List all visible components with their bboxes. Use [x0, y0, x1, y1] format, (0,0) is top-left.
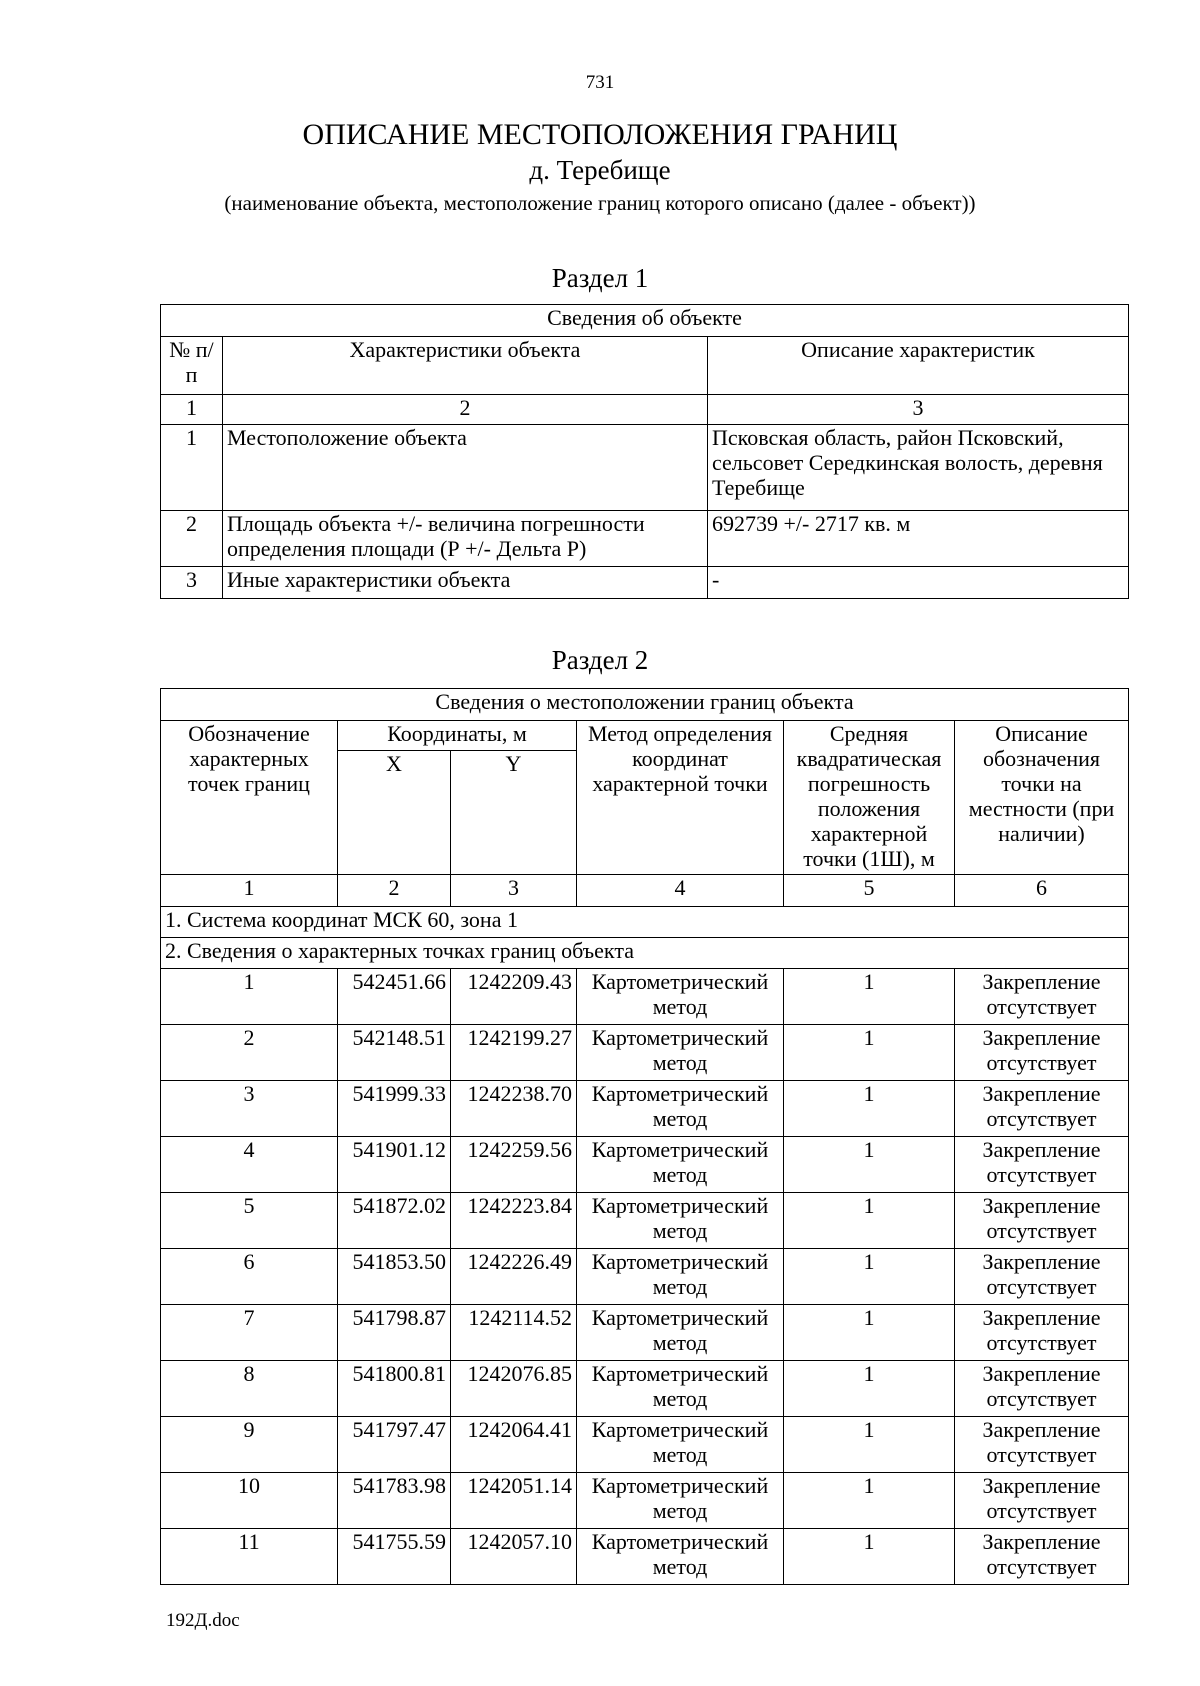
characteristic-value: 692739 +/- 2717 кв. м	[708, 511, 1129, 567]
header-x: X	[338, 751, 451, 875]
file-name-footer: 192Д.doc	[166, 1610, 240, 1631]
method: Картометрический метод	[577, 1025, 784, 1081]
header-number: № п/п	[161, 337, 223, 395]
point-description: Закрепление отсутствует	[955, 1193, 1129, 1249]
table-row	[161, 1473, 1129, 1529]
table-row	[161, 1025, 1129, 1081]
document-title: ОПИСАНИЕ МЕСТОПОЛОЖЕНИЯ ГРАНИЦ	[302, 118, 898, 151]
characteristic-value: -	[708, 567, 1129, 599]
method: Картометрический метод	[577, 1361, 784, 1417]
error: 1	[784, 1137, 955, 1193]
coord-y: 1242051.14	[451, 1473, 577, 1529]
coord-x: 541755.59	[338, 1529, 451, 1585]
column-number: 6	[955, 875, 1129, 907]
object-info-table-title: Сведения об объекте	[161, 305, 1129, 337]
characteristic-value: Псковская область, район Псковский, сельсовет Середкинская волость, деревня Теребище	[708, 425, 1129, 511]
point-description: Закрепление отсутствует	[955, 1305, 1129, 1361]
table-row	[161, 1081, 1129, 1137]
point-label: 4	[161, 1137, 338, 1193]
table-row	[161, 1529, 1129, 1585]
coord-x: 541853.50	[338, 1249, 451, 1305]
method: Картометрический метод	[577, 969, 784, 1025]
error: 1	[784, 1305, 955, 1361]
section-2-title: Раздел 2	[551, 645, 649, 675]
characteristic-name: Площадь объекта +/- величина погрешности определения площади (Р +/- Дельта Р)	[223, 511, 708, 567]
point-label: 2	[161, 1025, 338, 1081]
point-description: Закрепление отсутствует	[955, 1025, 1129, 1081]
column-number: 1	[161, 875, 338, 907]
table-row	[161, 1361, 1129, 1417]
characteristic-name: Местоположение объекта	[223, 425, 708, 511]
header-y: Y	[451, 751, 577, 875]
point-description: Закрепление отсутствует	[955, 1529, 1129, 1585]
coord-x: 541783.98	[338, 1473, 451, 1529]
point-description: Закрепление отсутствует	[955, 1081, 1129, 1137]
point-label: 3	[161, 1081, 338, 1137]
column-number: 4	[577, 875, 784, 907]
method: Картометрический метод	[577, 1473, 784, 1529]
point-description: Закрепление отсутствует	[955, 1417, 1129, 1473]
coord-y: 1242259.56	[451, 1137, 577, 1193]
coord-x: 541872.02	[338, 1193, 451, 1249]
boundary-points-table	[160, 688, 1129, 1585]
table-row	[161, 511, 1129, 567]
point-label: 7	[161, 1305, 338, 1361]
method: Картометрический метод	[577, 1137, 784, 1193]
row-number: 2	[161, 511, 223, 567]
object-caption: (наименование объекта, местоположение границ которого описано (далее - объект))	[224, 191, 976, 215]
table-row	[161, 1249, 1129, 1305]
method: Картометрический метод	[577, 1305, 784, 1361]
object-name: д. Теребище	[529, 155, 671, 185]
method: Картометрический метод	[577, 1081, 784, 1137]
point-label: 5	[161, 1193, 338, 1249]
row-number: 1	[161, 425, 223, 511]
header-point-description: Описание обозначения точки на местности (при наличии)	[955, 721, 1129, 875]
coord-y: 1242238.70	[451, 1081, 577, 1137]
point-description: Закрепление отсутствует	[955, 1137, 1129, 1193]
point-label: 10	[161, 1473, 338, 1529]
error: 1	[784, 1529, 955, 1585]
coord-x: 541901.12	[338, 1137, 451, 1193]
characteristic-name: Иные характеристики объекта	[223, 567, 708, 599]
column-number: 2	[223, 395, 708, 425]
coord-x: 541999.33	[338, 1081, 451, 1137]
error: 1	[784, 969, 955, 1025]
header-description: Описание характеристик	[708, 337, 1129, 395]
table-row	[161, 1193, 1129, 1249]
point-label: 6	[161, 1249, 338, 1305]
error: 1	[784, 1081, 955, 1137]
header-point: Обозначение характерных точек границ	[161, 721, 338, 875]
point-label: 11	[161, 1529, 338, 1585]
table-row	[161, 567, 1129, 599]
method: Картометрический метод	[577, 1193, 784, 1249]
table-row	[161, 425, 1129, 511]
error: 1	[784, 1193, 955, 1249]
table-row	[161, 1417, 1129, 1473]
error: 1	[784, 1249, 955, 1305]
point-description: Закрепление отсутствует	[955, 1249, 1129, 1305]
coord-y: 1242226.49	[451, 1249, 577, 1305]
point-label: 8	[161, 1361, 338, 1417]
coord-y: 1242199.27	[451, 1025, 577, 1081]
point-description: Закрепление отсутствует	[955, 1361, 1129, 1417]
column-number: 3	[708, 395, 1129, 425]
column-number: 1	[161, 395, 223, 425]
coord-x: 542148.51	[338, 1025, 451, 1081]
error: 1	[784, 1473, 955, 1529]
column-number: 2	[338, 875, 451, 907]
header-coordinates: Координаты, м	[338, 721, 577, 751]
method: Картометрический метод	[577, 1249, 784, 1305]
error: 1	[784, 1361, 955, 1417]
coord-x: 542451.66	[338, 969, 451, 1025]
coord-y: 1242223.84	[451, 1193, 577, 1249]
header-characteristic: Характеристики объекта	[223, 337, 708, 395]
table-row	[161, 1137, 1129, 1193]
point-description: Закрепление отсутствует	[955, 1473, 1129, 1529]
coord-x: 541800.81	[338, 1361, 451, 1417]
coord-x: 541797.47	[338, 1417, 451, 1473]
error: 1	[784, 1025, 955, 1081]
header-method: Метод определения координат характерной точки	[577, 721, 784, 875]
row-number: 3	[161, 567, 223, 599]
header-error: Средняя квадратическая погрешность положения характерной точки (1Ш), м	[784, 721, 955, 875]
point-description: Закрепление отсутствует	[955, 969, 1129, 1025]
coord-y: 1242057.10	[451, 1529, 577, 1585]
column-number: 5	[784, 875, 955, 907]
method: Картометрический метод	[577, 1417, 784, 1473]
table-row	[161, 1305, 1129, 1361]
coord-y: 1242209.43	[451, 969, 577, 1025]
section-1-title: Раздел 1	[551, 263, 649, 293]
point-label: 9	[161, 1417, 338, 1473]
boundary-table-title: Сведения о местоположении границ объекта	[161, 689, 1129, 721]
object-info-table	[160, 304, 1129, 599]
method: Картометрический метод	[577, 1529, 784, 1585]
error: 1	[784, 1417, 955, 1473]
column-number: 3	[451, 875, 577, 907]
table-row	[161, 969, 1129, 1025]
points-info-row: 2. Сведения о характерных точках границ объекта	[161, 938, 1129, 969]
coordinate-system-row: 1. Система координат МСК 60, зона 1	[161, 907, 1129, 938]
coord-y: 1242076.85	[451, 1361, 577, 1417]
coord-x: 541798.87	[338, 1305, 451, 1361]
coord-y: 1242064.41	[451, 1417, 577, 1473]
page-number: 731	[585, 72, 615, 93]
point-label: 1	[161, 969, 338, 1025]
coord-y: 1242114.52	[451, 1305, 577, 1361]
